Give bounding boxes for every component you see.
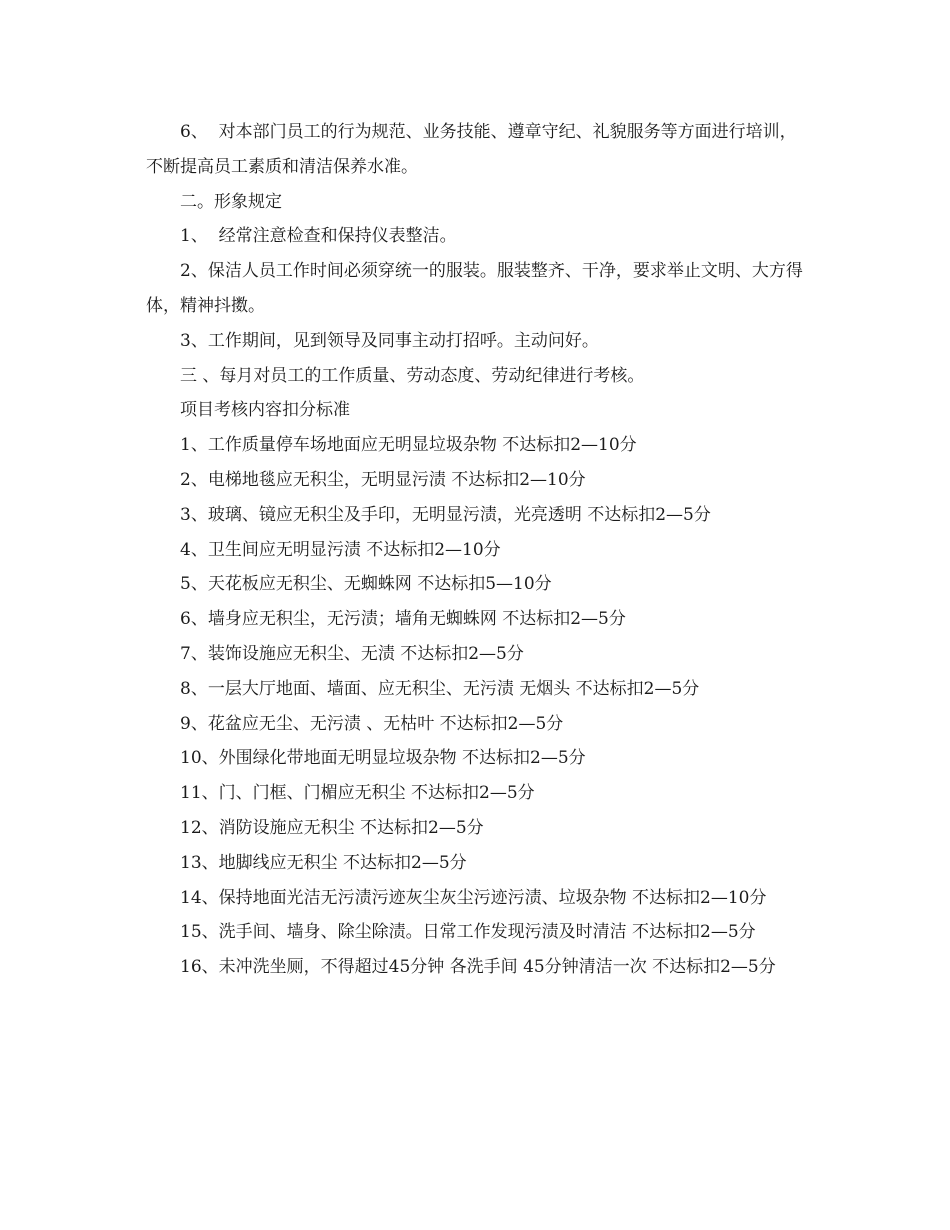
criteria-item: 10、外围绿化带地面无明显垃圾杂物 不达标扣2—5分	[180, 748, 586, 769]
criteria-item: 14、保持地面光洁无污渍污迹灰尘灰尘污迹污渍、垃圾杂物 不达标扣2—10分	[180, 887, 767, 908]
criteria-item: 11、门、门框、门楣应无积尘 不达标扣2—5分	[180, 783, 535, 804]
criteria-item: 3、玻璃、镜应无积尘及手印，无明显污渍，光亮透明 不达标扣2—5分	[180, 504, 711, 525]
criteria-item: 12、消防设施应无积尘 不达标扣2—5分	[180, 817, 484, 838]
paragraph-uniform: 2、保洁人员工作时间必须穿统一的服装。服装整齐、干净，要求举止文明、大方得体，精神抖擞。	[146, 261, 803, 316]
section-heading-monthly-assessment: 三 、每月对员工的工作质量、劳动态度、劳动纪律进行考核。	[180, 365, 645, 386]
criteria-item: 6、墙身应无积尘，无污渍；墙角无蜘蛛网 不达标扣2—5分	[180, 609, 626, 630]
document-body	[146, 115, 806, 985]
criteria-item: 1、工作质量停车场地面应无明显垃圾杂物 不达标扣2—10分	[180, 435, 637, 456]
criteria-item: 4、卫生间应无明显污渍 不达标扣2—10分	[180, 539, 501, 560]
criteria-item: 2、电梯地毯应无积尘，无明显污渍 不达标扣2—10分	[180, 469, 586, 490]
criteria-item: 16、未冲洗坐厕，不得超过45分钟 各洗手间 45分钟清洁一次 不达标扣2—5分	[180, 957, 776, 978]
criteria-item: 8、一层大厅地面、墙面、应无积尘、无污渍 无烟头 不达标扣2—5分	[180, 678, 700, 699]
paragraph-greeting: 3、工作期间，见到领导及同事主动打招呼。主动问好。	[180, 330, 599, 351]
criteria-item: 7、装饰设施应无积尘、无渍 不达标扣2—5分	[180, 643, 524, 664]
criteria-item: 15、洗手间、墙身、除尘除渍。日常工作发现污渍及时清洁 不达标扣2—5分	[180, 922, 756, 943]
criteria-item: 5、天花板应无积尘、无蜘蛛网 不达标扣5—10分	[180, 574, 552, 595]
section-heading-image-rules: 二。形象规定	[180, 191, 282, 212]
criteria-item: 13、地脚线应无积尘 不达标扣2—5分	[180, 852, 467, 873]
paragraph-appearance: 1、 经常注意检查和保持仪表整洁。	[180, 226, 457, 247]
paragraph-training: 6、 对本部门员工的行为规范、业务技能、遵章守纪、礼貌服务等方面进行培训，不断提高员工素质和清洁保养水准。	[146, 122, 797, 177]
criteria-item: 9、花盆应无尘、无污渍 、无枯叶 不达标扣2—5分	[180, 713, 564, 734]
assessment-criteria-heading: 项目考核内容扣分标准	[180, 400, 350, 421]
